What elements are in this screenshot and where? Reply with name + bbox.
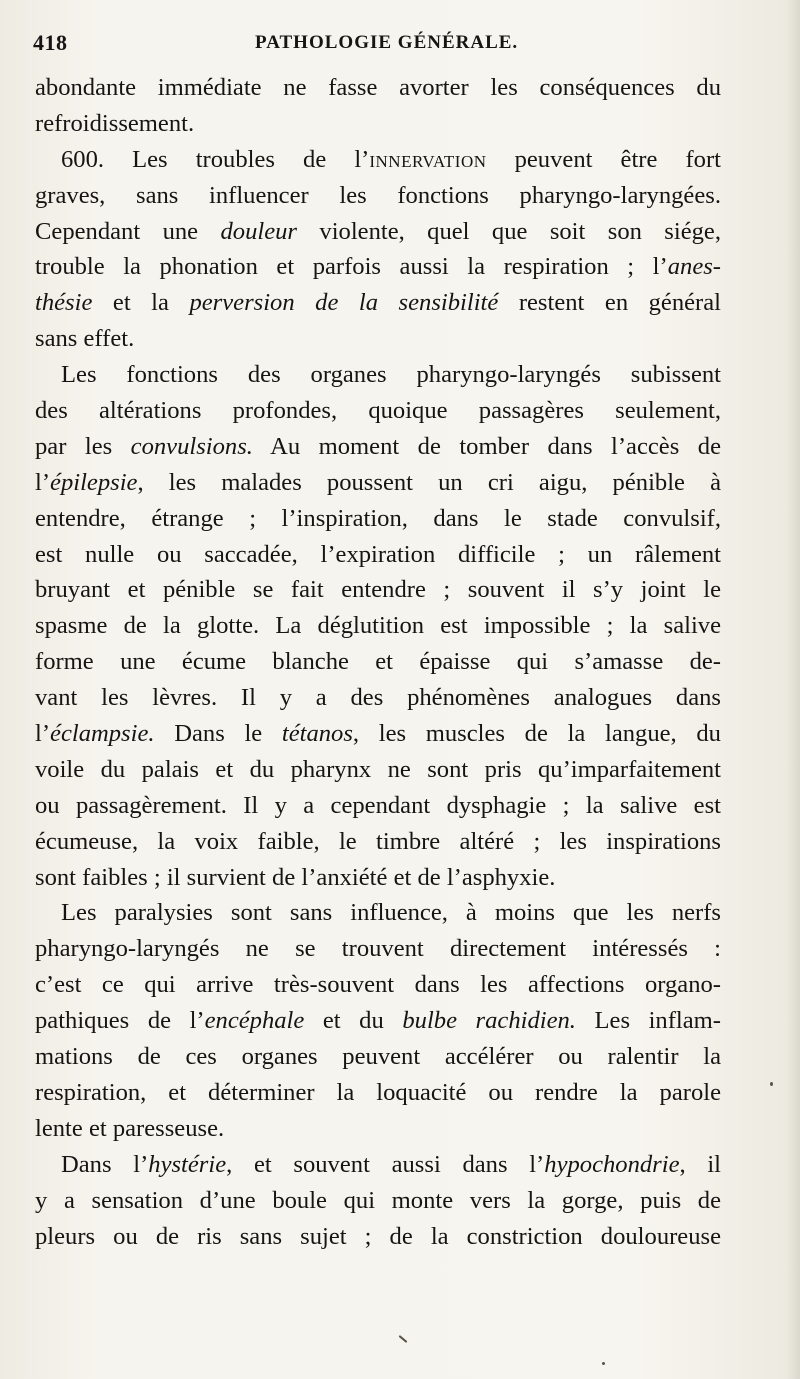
text-run: pathiques de l’: [35, 1007, 205, 1035]
text-line: [35, 249, 721, 285]
text-run: Dans le: [154, 720, 282, 748]
text-run: écumeuse, la voix faible, le timbre altéré ; les inspirations: [35, 827, 721, 855]
italic-term: thésie: [35, 289, 93, 317]
text-run: pharyngo-laryngés ne se trouvent directement intéressés :: [35, 935, 721, 963]
text-line: [35, 214, 721, 250]
text-line: [35, 142, 721, 178]
body-text: [35, 70, 721, 1254]
text-run: 600. Les troubles de l’: [61, 145, 370, 173]
italic-term: anes-: [667, 253, 721, 281]
text-line: [35, 1219, 721, 1255]
text-run: restent en général: [498, 289, 721, 317]
text-run: mations de ces organes peuvent accélérer ou ralentir la: [35, 1043, 721, 1071]
text-line: [35, 1183, 721, 1219]
text-line: [35, 465, 721, 501]
text-run: est nulle ou saccadée, l’expiration difficile ; un râlement: [35, 540, 721, 568]
italic-term: bulbe rachidien.: [402, 1007, 576, 1035]
text-line: [35, 429, 721, 465]
text-line: [35, 1039, 721, 1075]
text-run: bruyant et pénible se fait entendre ; souvent il s’y joint le: [35, 576, 721, 604]
text-run: Les fonctions des organes pharyngo-laryngés subissent: [61, 361, 721, 389]
text-run: Les inflam-: [575, 1007, 721, 1035]
text-run: abondante immédiate ne fasse avorter les conséquences du: [35, 74, 721, 101]
text-run: peuvent être fort: [486, 145, 721, 173]
text-line: [35, 1147, 721, 1183]
text-run: y a sensation d’une boule qui monte vers la gorge, puis de: [35, 1186, 721, 1214]
text-line: [35, 393, 721, 429]
text-run: c’est ce qui arrive très-souvent dans les affections organo-: [35, 971, 721, 999]
italic-term: tétanos: [281, 720, 353, 748]
text-run: , et souvent aussi dans l’: [226, 1150, 545, 1178]
text-run: , il: [679, 1150, 722, 1178]
page-edge-shadow: [786, 0, 800, 1379]
text-run: Au moment de tomber dans l’accès de: [252, 432, 721, 460]
text-run: par les: [35, 432, 131, 460]
ink-speck: [770, 1082, 773, 1086]
text-line: [35, 1111, 721, 1147]
page-number: 418: [33, 30, 68, 55]
text-run: graves, sans influencer les fonctions pharyngo-laryngées.: [35, 181, 721, 209]
text-line: [35, 178, 721, 214]
page-header: [33, 30, 723, 60]
text-run: l’: [35, 720, 51, 748]
text-run: , les muscles de la langue, du: [352, 720, 721, 748]
text-line: [35, 824, 721, 860]
text-line: [35, 716, 721, 752]
text-line: [35, 644, 721, 680]
text-line: [35, 357, 721, 393]
text-run: Cependant une: [35, 217, 221, 245]
text-line: [35, 680, 721, 716]
text-run: violente, quel que soit son siége,: [297, 217, 721, 245]
text-run: spasme de la glotte. La déglutition est impossible ; la salive: [35, 612, 721, 640]
running-head: PATHOLOGIE GÉNÉRALE.: [255, 32, 519, 53]
text-line: [35, 537, 721, 573]
text-line: [35, 860, 721, 896]
text-line: [35, 608, 721, 644]
ink-speck: [602, 1362, 605, 1365]
text-run: respiration, et déterminer la loquacité ou rendre la parole: [35, 1078, 721, 1106]
text-line: [35, 501, 721, 537]
text-run: entendre, étrange ; l’inspiration, dans le stade convulsif,: [35, 504, 721, 532]
text-run: Dans l’: [61, 1150, 149, 1178]
text-run: et la: [92, 289, 190, 317]
text-run: des altérations profondes, quoique passagères seulement,: [35, 397, 721, 425]
text-line: [35, 70, 721, 106]
text-run: Les paralysies sont sans influence, à moins que les nerfs: [61, 899, 721, 927]
italic-term: hypochondrie: [544, 1150, 680, 1178]
text-run: forme une écume blanche et épaisse qui s’amasse de-: [35, 648, 721, 676]
text-run: vant les lèvres. Il y a des phénomènes analogues dans: [35, 684, 721, 712]
text-run: sont faibles ; il survient de l’anxiété et de l’asphyxie.: [35, 863, 556, 891]
text-run: refroidissement.: [35, 109, 195, 137]
text-run: et du: [304, 1007, 403, 1035]
text-run: pleurs ou de ris sans sujet ; de la constriction douloureuse: [35, 1222, 721, 1250]
italic-term: hystérie: [148, 1150, 227, 1178]
text-run: , les malades poussent un cri aigu, pénible à: [137, 468, 721, 496]
italic-term: encéphale: [204, 1007, 305, 1035]
text-line: [35, 572, 721, 608]
italic-term: épilepsie: [50, 468, 138, 496]
text-run: voile du palais et du pharynx ne sont pris qu’imparfaitement: [35, 755, 721, 783]
italic-term: éclampsie.: [50, 720, 155, 748]
text-line: [35, 788, 721, 824]
text-line: [35, 1003, 721, 1039]
text-line: [35, 895, 721, 931]
text-run: trouble la phonation et parfois aussi la respiration ; l’: [35, 253, 668, 281]
text-line: [35, 321, 721, 357]
text-line: [35, 285, 721, 321]
text-line: [35, 1075, 721, 1111]
text-run: l’: [35, 468, 51, 496]
text-line: [35, 106, 721, 142]
italic-term: douleur: [220, 217, 297, 245]
text-line: [35, 752, 721, 788]
ink-mark: [399, 1335, 408, 1343]
small-caps-term: innervation: [369, 145, 487, 173]
text-run: ou passagèrement. Il y a cependant dysphagie ; la salive est: [35, 791, 721, 819]
text-run: lente et paresseuse.: [35, 1114, 225, 1142]
italic-term: perversion de la sensibilité: [189, 289, 499, 317]
italic-term: convulsions.: [130, 432, 253, 460]
text-run: sans effet.: [35, 325, 135, 353]
text-line: [35, 967, 721, 1003]
text-line: [35, 931, 721, 967]
